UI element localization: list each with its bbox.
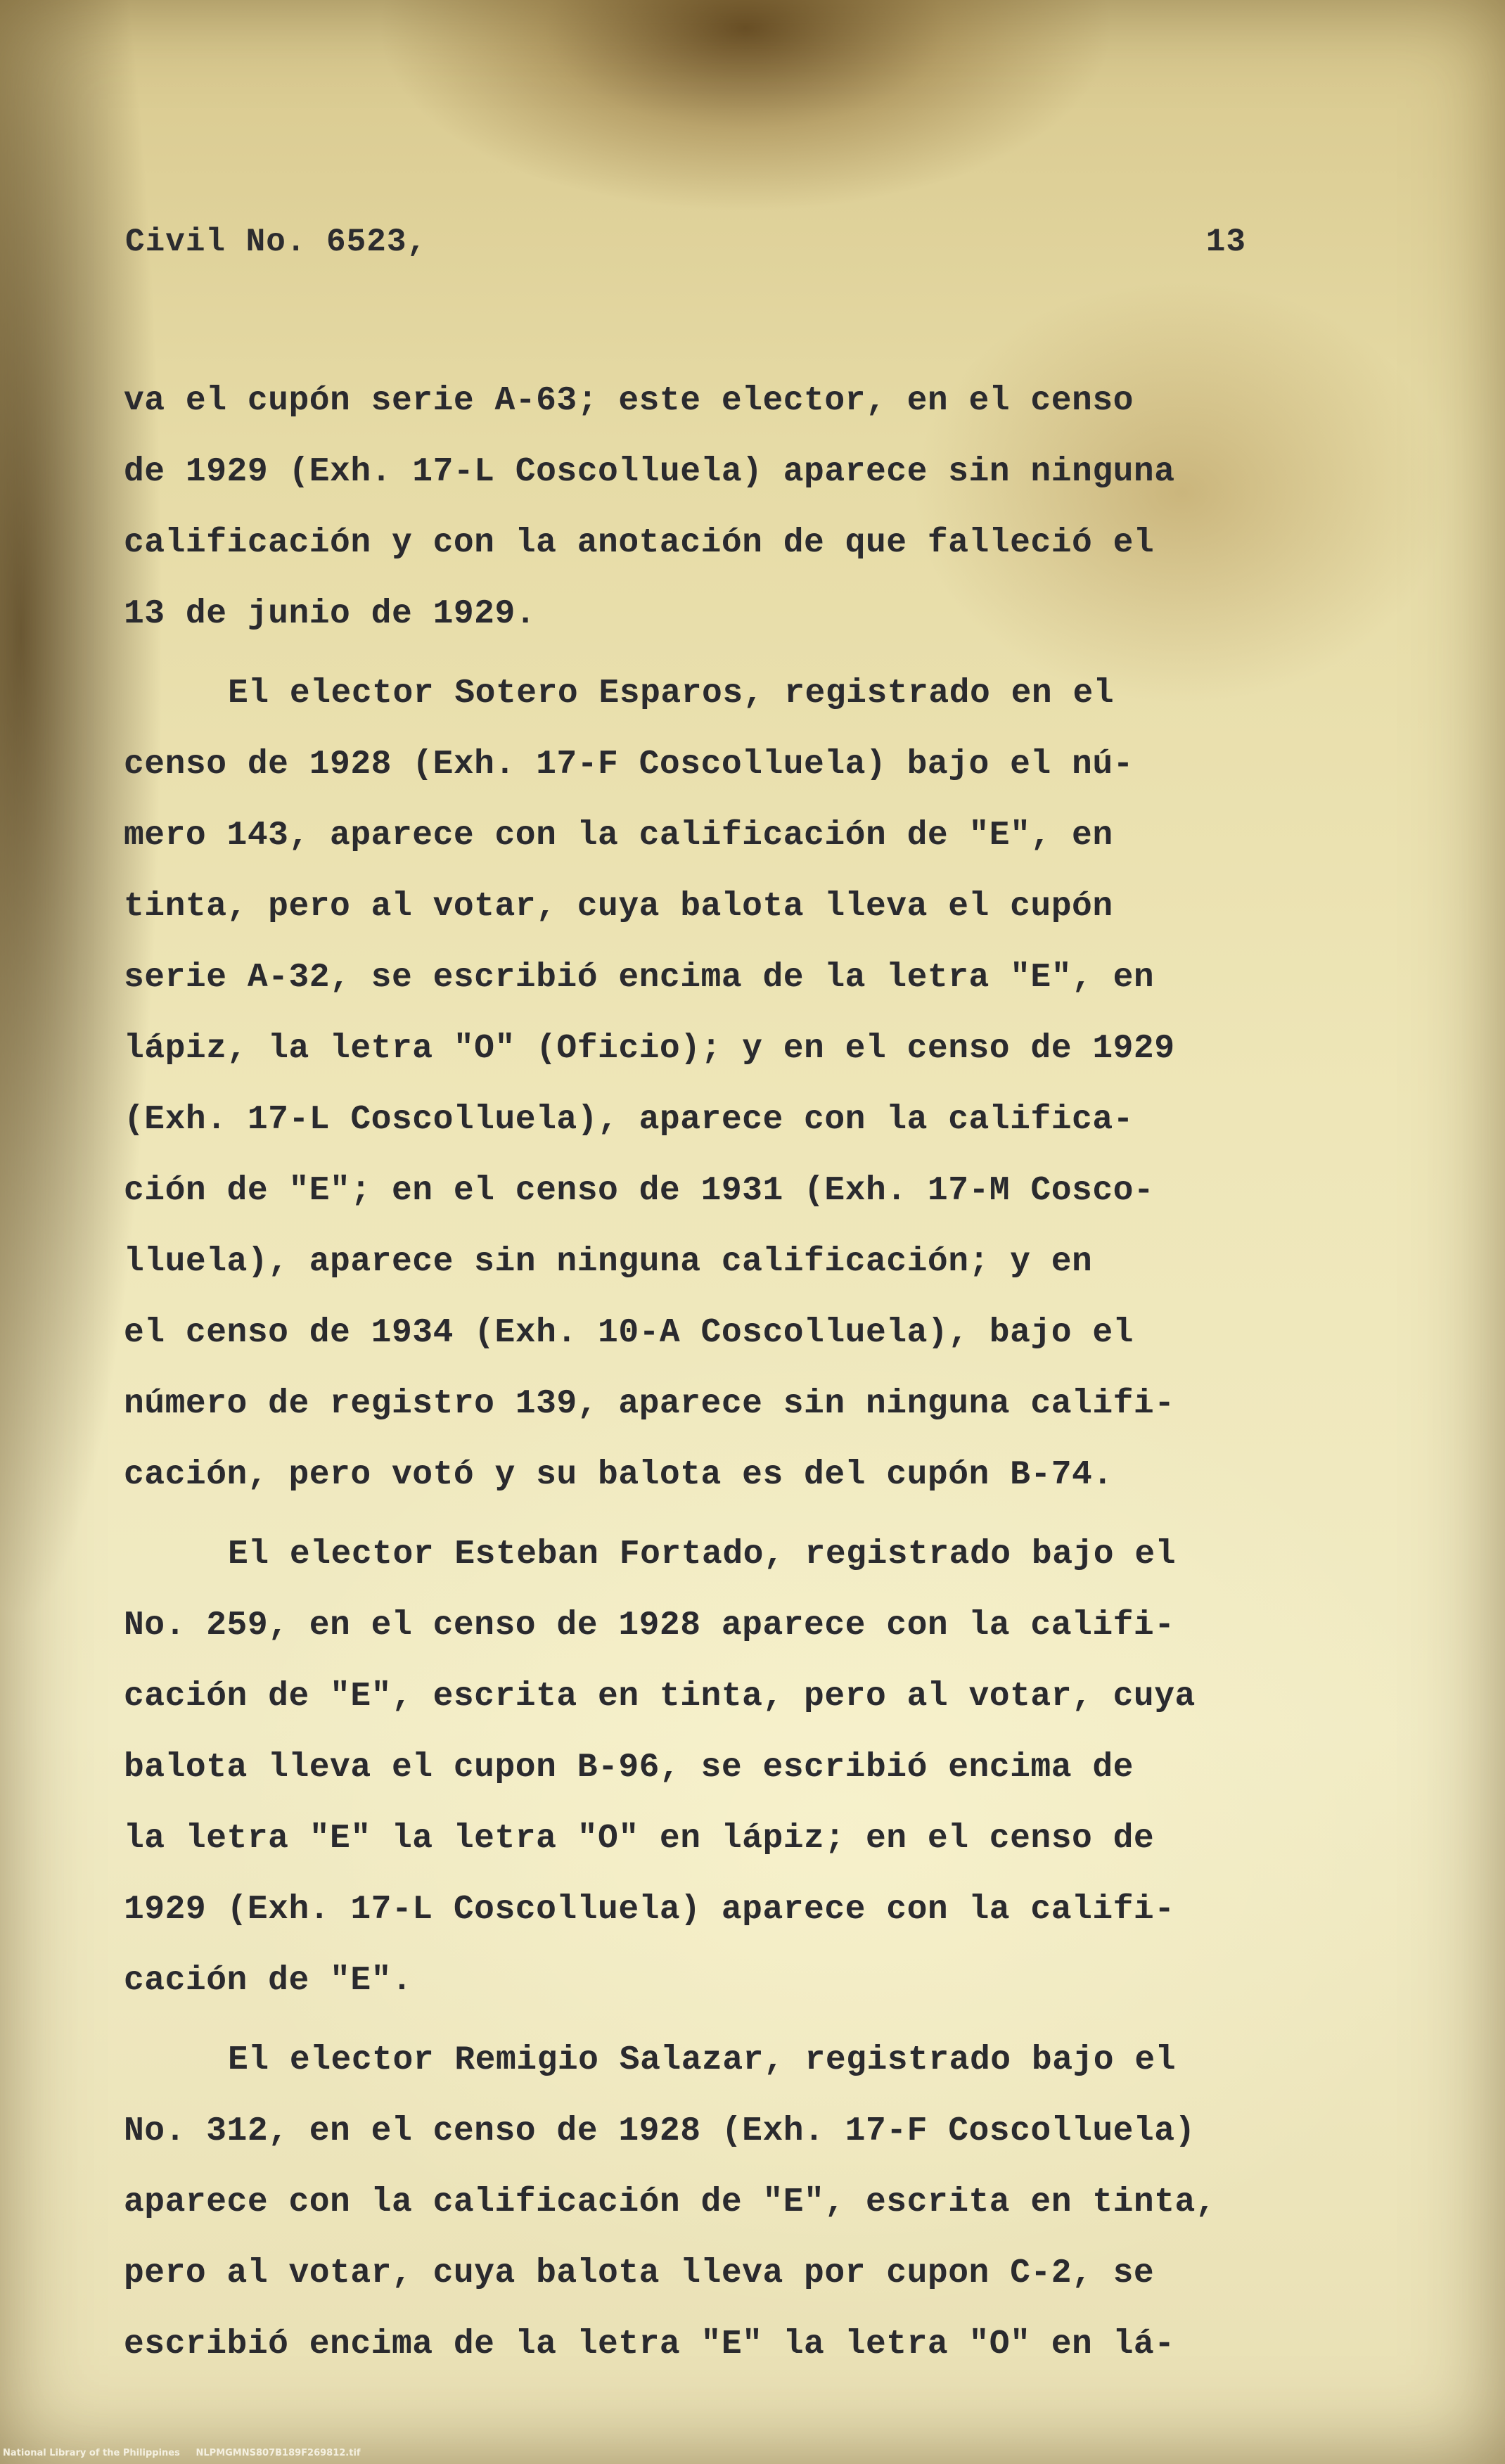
text-line: va el cupón serie A-63; este elector, en el censo — [124, 382, 1134, 420]
text-line: 13 de junio de 1929. — [124, 595, 537, 633]
text-line: escribió encima de la letra "E" la letra "O" en lá- — [124, 2325, 1175, 2363]
text-line: ción de "E"; en el censo de 1931 (Exh. 17-M Cosco- — [124, 1172, 1155, 1210]
text-line: censo de 1928 (Exh. 17-F Coscolluela) bajo el nú- — [124, 746, 1134, 784]
text-line: calificación y con la anotación de que falleció el — [124, 524, 1155, 562]
text-line: aparece con la calificación de "E", escrita en tinta, — [124, 2183, 1217, 2221]
text-line: serie A-32, se escribió encima de la letra "E", en — [124, 959, 1155, 997]
text-line: tinta, pero al votar, cuya balota lleva el cupón — [124, 888, 1113, 926]
text-line: No. 312, en el censo de 1928 (Exh. 17-F Coscolluela) — [124, 2112, 1196, 2150]
case-number: Civil No. 6523, — [125, 224, 428, 260]
text-line: balota lleva el cupon B-96, se escribió encima de — [124, 1749, 1134, 1787]
text-line: pero al votar, cuya balota lleva por cupon C-2, se — [124, 2254, 1155, 2292]
text-line: El elector Remigio Salazar, registrado bajo el — [228, 2041, 1177, 2079]
text-line: cación de "E". — [124, 1962, 413, 2000]
text-line: de 1929 (Exh. 17-L Coscolluela) aparece sin ninguna — [124, 453, 1175, 491]
text-line: lápiz, la letra "O" (Oficio); y en el censo de 1929 — [124, 1030, 1175, 1068]
text-line: la letra "E" la letra "O" en lápiz; en el censo de — [124, 1820, 1155, 1858]
text-line: El elector Sotero Esparos, registrado en el — [228, 675, 1115, 713]
text-line: 1929 (Exh. 17-L Coscolluela) aparece con la califi- — [124, 1891, 1175, 1929]
text-line: El elector Esteban Fortado, registrado bajo el — [228, 1536, 1177, 1573]
footer-file-id: NLPMGMNS807B189F269812.tif — [196, 2448, 361, 2458]
footer-source: National Library of the Philippines — [3, 2448, 180, 2458]
page-number: 13 — [1205, 224, 1246, 260]
text-line: mero 143, aparece con la calificación de "E", en — [124, 817, 1113, 855]
typed-body — [124, 366, 1235, 2380]
scan-footer — [3, 2448, 361, 2458]
text-line: (Exh. 17-L Coscolluela), aparece con la califica- — [124, 1101, 1134, 1139]
text-line: cación de "E", escrita en tinta, pero al votar, cuya — [124, 1678, 1196, 1716]
page-header — [125, 224, 1246, 260]
text-line: lluela), aparece sin ninguna calificación; y en — [124, 1243, 1093, 1281]
text-line: el censo de 1934 (Exh. 10-A Coscolluela), bajo el — [124, 1314, 1134, 1352]
text-line: número de registro 139, aparece sin ninguna califi- — [124, 1385, 1175, 1423]
text-line: No. 259, en el censo de 1928 aparece con la califi- — [124, 1607, 1175, 1645]
text-line: cación, pero votó y su balota es del cupón B-74. — [124, 1456, 1113, 1494]
